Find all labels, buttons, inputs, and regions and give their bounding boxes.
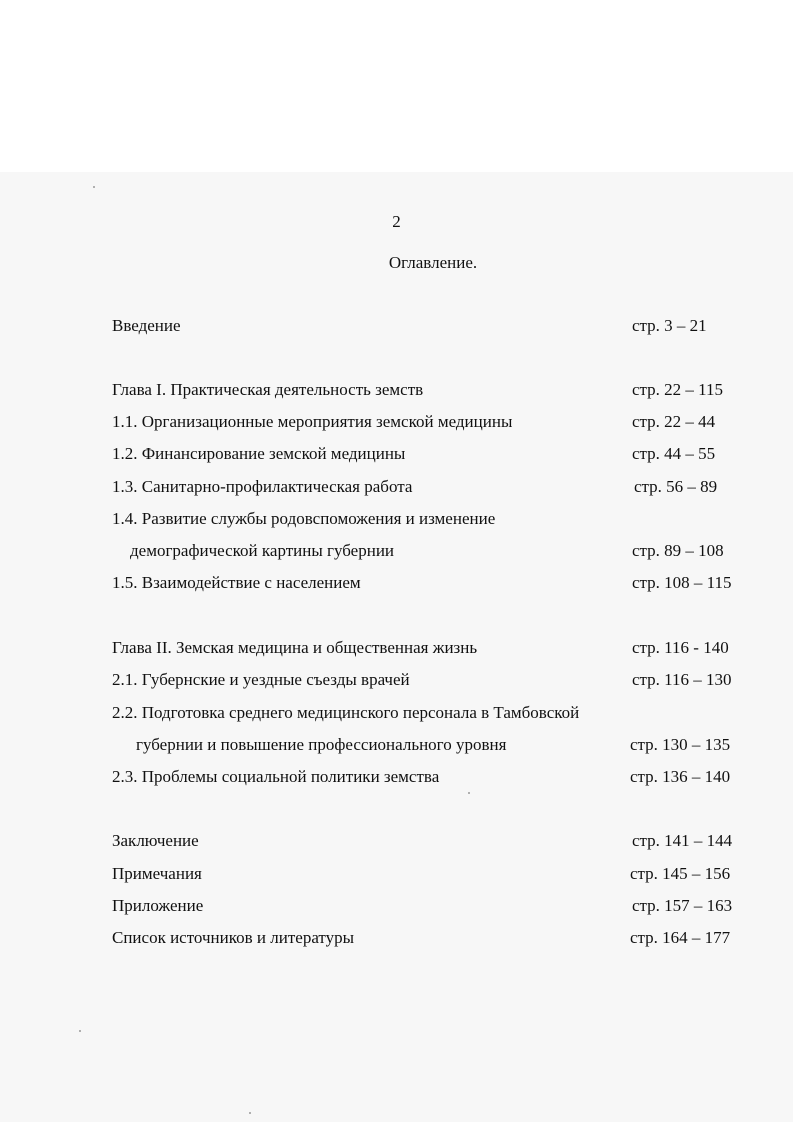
toc-entry-sources bbox=[0, 926, 793, 950]
toc-entry-pages: стр. 22 – 44 bbox=[632, 412, 716, 431]
scan-speck bbox=[468, 792, 470, 794]
toc-entry-section-1-1 bbox=[0, 410, 793, 434]
toc-entry-pages: стр. 89 – 108 bbox=[632, 541, 724, 560]
toc-entry-label: Примечания bbox=[112, 864, 202, 883]
toc-entry-pages: стр. 56 – 89 bbox=[634, 477, 718, 496]
toc-entry-label: губернии и повышение профессионального уровня bbox=[136, 735, 507, 754]
toc-entry-chapter-2 bbox=[0, 636, 793, 660]
scan-speck bbox=[79, 1030, 81, 1032]
toc-entry-pages: стр. 164 – 177 bbox=[630, 928, 731, 947]
toc-entry-label: демографической картины губернии bbox=[130, 541, 395, 560]
toc-entry-pages: стр. 116 – 130 bbox=[632, 670, 732, 689]
toc-entry-pages: стр. 130 – 135 bbox=[630, 735, 731, 754]
toc-entry-label: Глава II. Земская медицина и общественная жизнь bbox=[112, 638, 478, 657]
toc-entry-section-2-2 bbox=[0, 701, 793, 725]
toc-entry-pages: стр. 116 - 140 bbox=[632, 638, 729, 657]
toc-entry-appendix bbox=[0, 894, 793, 918]
toc-title: Оглавление. bbox=[388, 253, 478, 272]
toc-entry-label: 1.5. Взаимодействие с населением bbox=[112, 573, 361, 592]
toc-entry-label: Список источников и литературы bbox=[112, 928, 355, 947]
toc-entry-label: Глава I. Практическая деятельность земств bbox=[112, 380, 424, 399]
toc-entry-label: 2.2. Подготовка среднего медицинского персонала в Тамбовской bbox=[112, 703, 580, 722]
toc-entry-label: 1.2. Финансирование земской медицины bbox=[112, 444, 406, 463]
toc-entry-label: 1.4. Развитие службы родовспоможения и изменение bbox=[112, 509, 496, 528]
scan-speck bbox=[93, 186, 95, 188]
page-number: 2 bbox=[392, 212, 401, 231]
toc-entry-label: 2.3. Проблемы социальной политики земства bbox=[112, 767, 440, 786]
toc-entry-pages: стр. 145 – 156 bbox=[630, 864, 731, 883]
toc-entry-section-2-3 bbox=[0, 765, 793, 789]
toc-entry-section-1-3 bbox=[0, 475, 793, 499]
toc-entry-section-1-4-continued bbox=[0, 539, 793, 563]
toc-entry-section-1-4 bbox=[0, 507, 793, 531]
toc-entry-label: Приложение bbox=[112, 896, 204, 915]
toc-entry-section-2-1 bbox=[0, 668, 793, 692]
toc-entry-chapter-1 bbox=[0, 378, 793, 402]
scan-speck bbox=[249, 1112, 251, 1114]
toc-entry-pages: стр. 157 – 163 bbox=[632, 896, 733, 915]
toc-entry-section-1-2 bbox=[0, 442, 793, 466]
toc-entry-label: Введение bbox=[112, 316, 181, 335]
toc-entry-pages: стр. 136 – 140 bbox=[630, 767, 731, 786]
toc-entry-section-1-5 bbox=[0, 571, 793, 595]
toc-entry-label: Заключение bbox=[112, 831, 199, 850]
toc-entry-pages: стр. 3 – 21 bbox=[632, 316, 707, 335]
toc-entry-introduction bbox=[0, 314, 793, 338]
toc-entry-pages: стр. 44 – 55 bbox=[632, 444, 716, 463]
toc-entry-conclusion bbox=[0, 829, 793, 853]
toc-entry-notes bbox=[0, 862, 793, 886]
toc-entry-section-2-2-continued bbox=[0, 733, 793, 757]
toc-entry-pages: стр. 141 – 144 bbox=[632, 831, 733, 850]
toc-entry-label: 1.3. Санитарно-профилактическая работа bbox=[112, 477, 413, 496]
toc-entry-label: 2.1. Губернские и уездные съезды врачей bbox=[112, 670, 410, 689]
toc-entry-label: 1.1. Организационные мероприятия земской медицины bbox=[112, 412, 513, 431]
toc-entry-pages: стр. 22 – 115 bbox=[632, 380, 724, 399]
toc-entry-pages: стр. 108 – 115 bbox=[632, 573, 732, 592]
